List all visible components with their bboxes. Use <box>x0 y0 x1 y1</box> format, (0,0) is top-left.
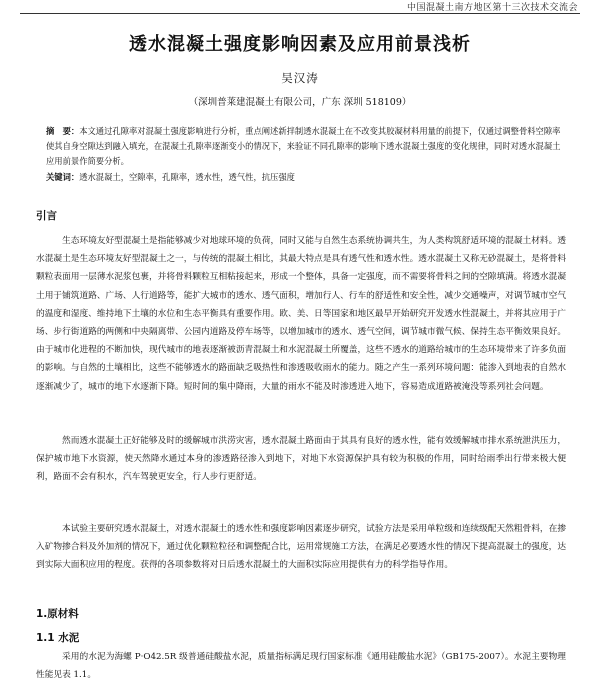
keywords-label: 关键词： <box>46 172 80 182</box>
section-heading-intro: 引言 <box>36 210 57 222</box>
running-header: 中国混凝土南方地区第十三次技术交流会 <box>406 3 578 13</box>
author-name: 吴汉涛 <box>281 71 319 85</box>
abstract-label: 摘 要： <box>46 126 80 136</box>
paper-title: 透水混凝土强度影响因素及应用前景浅析 <box>129 34 471 55</box>
body-paragraph <box>36 520 566 575</box>
subsection-heading-cement: 1.1 水泥 <box>36 632 80 644</box>
paragraph-text: 本试验主要研究透水混凝土，对透水混凝土的透水性和强度影响因素逐步研究，试验方法是采用单粒级和连续级配天然粗骨料，在掺入矿物掺合料及外加剂的情况下，通过优化颗粒粒径和调整配合比，运用常规施工方法，在满足必要透水性的情况下提高混凝土的强度，达到实际大面积应用的程度。获得的各项参数将对日后透水混凝土的大面积实际应用提供有力的科学指导作用。 <box>36 524 566 571</box>
paragraph-text: 采用的水泥为海螺 P·O42.5R 级普通硅酸盐水泥，质量指标满足现行国家标准《通用硅酸盐水泥》（GB175-2007）。水泥主要物理性能见表 1.1。 <box>36 652 566 681</box>
keywords-text: 透水混凝土，空隙率，孔隙率，透水性，透气性，抗压强度 <box>79 172 295 182</box>
author-affiliation: （深圳普莱建混凝土有限公司，广东 深圳 518109） <box>188 97 412 108</box>
body-paragraph <box>36 648 566 684</box>
body-paragraph <box>36 232 566 396</box>
paragraph-text: 然而透水混凝土正好能够及时的缓解城市洪涝灾害，透水混凝土路面由于其具有良好的透水性，能有效缓解城市排水系统泄洪压力，保护城市地下水资源，使天然降水通过本身的渗透路径渗入到地下，对地下水资源保护具有较为积极的作用，同时给雨季出行带来极大便利，路面不会有积水，汽车驾驶更安全，行人步行更舒适。 <box>36 436 566 483</box>
paragraph-text: 生态环境友好型混凝土是指能够减少对地球环境的负荷，同时又能与自然生态系统协调共生，为人类构筑舒适环境的混凝土材料。透水混凝土是生态环境友好型混凝土之一，与传统的混凝土相比，其最大特点是具有透气性和透水性。透水混凝土又称无砂混凝土，是将骨料颗粒表面用一层薄水泥浆包裹，并将骨料颗粒互相粘接起来，形成一个整体，具备一定强度，而不需要将骨料之间的空隙填满。将透水混凝土用于铺筑道路、广场、人行道路等，能扩大城市的透水、透气面积，增加行人、行车的舒适性和安全性，减少交通噪声，对调节城市空气的温度和湿度、维持地下土壤的水位和生态平衡具有重要作用。欧、美、日等国家和地区最早开始研究开发透水性混凝土，并将其应用于广场、步行街道路的两侧和中央隔离带、公园内道路及停车场等，以增加城市的透水、透气空间，调节城市微气候、保持生态平衡效果良好。由于城市化进程的不断加快，现代城市的地表逐渐被沥青混凝土和水泥混凝土所覆盖，这些不透水的道路给城市的生态环境带来了许多负面的影响。与自然的土壤相比，这些不能够透水的路面缺乏吸热性和渗透吸收雨水的能力。随之产生一系列环境问题：能渗入到地表的自然水逐渐减少了，城市的地下水逐渐下降。短时间的集中降雨，大量的雨水不能及时渗透进入地下，容易造成道路被淹没等系列社会问题。 <box>36 236 566 392</box>
body-paragraph <box>36 432 566 487</box>
header-rule <box>20 13 580 14</box>
section-heading-materials: 1.原材料 <box>36 608 79 620</box>
abstract <box>46 124 566 169</box>
abstract-text: 本文通过孔隙率对混凝土强度影响进行分析，重点阐述新拌制透水混凝土在不改变其胶凝材料用量的前提下，仅通过调整骨料空隙率使其自身空隙达到融入填充，在混凝土孔隙率逐渐变小的情况下，来验证不同孔隙率的影响下透水混凝土强度的变化规律，同时对透水混凝土应用前景作简要分析。 <box>46 126 561 166</box>
keywords <box>46 170 566 185</box>
